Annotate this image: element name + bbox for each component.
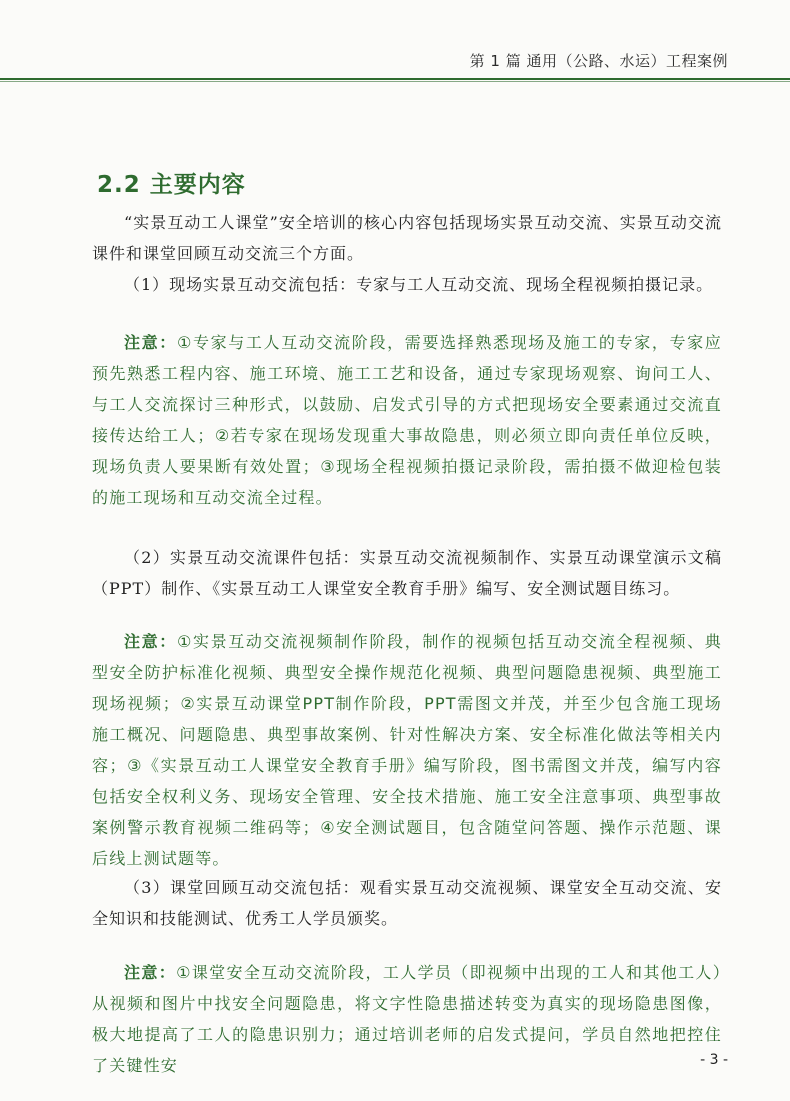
- page-number: - 3 -: [700, 1052, 728, 1068]
- note-label: 注意：: [124, 632, 177, 651]
- section-title: 2.2 主要内容: [97, 172, 246, 198]
- item-3-paragraph: （3）课堂回顾互动交流包括：观看实景互动交流视频、课堂安全互动交流、安全知识和技能测试、优秀工人学员颁奖。: [92, 878, 722, 928]
- note-3: [92, 957, 722, 1081]
- header-rule: [0, 78, 790, 80]
- note-label: 注意：: [124, 963, 177, 982]
- note-2-text: ①实景互动交流视频制作阶段，制作的视频包括互动交流全程视频、典型安全防护标准化视频、典型安全操作规范化视频、典型问题隐患视频、典型施工现场视频；②实景互动课堂PPT制作阶段，PPT需图文并茂，并至少包含施工现场施工概况、问题隐患、典型事故案例、针对性解决方案、安全标准化做法等相关内容；③《实景互动工人课堂安全教育手册》编写阶段，图书需图文并茂，编写内容包括安全权利义务、现场安全管理、安全技术措施、施工安全注意事项、典型事故案例警示教育视频二维码等；④安全测试题目，包含随堂问答题、操作示范题、课后线上测试题等。: [92, 632, 722, 868]
- header-title: 第 1 篇 通用（公路、水运）工程案例: [469, 52, 728, 70]
- header-rule-thin: [0, 81, 790, 82]
- note-3-text: ①课堂安全互动交流阶段，工人学员（即视频中出现的工人和其他工人）从视频和图片中找安全问题隐患，将文字性隐患描述转变为真实的现场隐患图像，极大地提高了工人的隐患识别力；通过培训老师的启发式提问，学员自然地把控住了关键性安: [92, 963, 722, 1075]
- note-label: 注意：: [124, 333, 177, 352]
- note-1-text: ①专家与工人互动交流阶段，需要选择熟悉现场及施工的专家，专家应预先熟悉工程内容、施工环境、施工工艺和设备，通过专家现场观察、询问工人、与工人交流探讨三种形式，以鼓励、启发式引导的方式把现场安全要素通过交流直接传达给工人；②若专家在现场发现重大事故隐患，则必须立即向责任单位反映，现场负责人要果断有效处置；③现场全程视频拍摄记录阶段，需拍摄不做迎检包装的施工现场和互动交流全过程。: [92, 333, 722, 507]
- item-2-paragraph: （2）实景互动交流课件包括：实景互动交流视频制作、实景互动课堂演示文稿（PPT）制作、《实景互动工人课堂安全教育手册》编写、安全测试题目练习。: [92, 548, 722, 598]
- note-2: [92, 626, 722, 874]
- note-1: [92, 327, 722, 513]
- item-1-paragraph: （1）现场实景互动交流包括：专家与工人互动交流、现场全程视频拍摄记录。: [124, 275, 714, 294]
- intro-paragraph: “实景互动工人课堂”安全培训的核心内容包括现场实景互动交流、实景互动交流课件和课堂回顾互动交流三个方面。: [92, 213, 722, 263]
